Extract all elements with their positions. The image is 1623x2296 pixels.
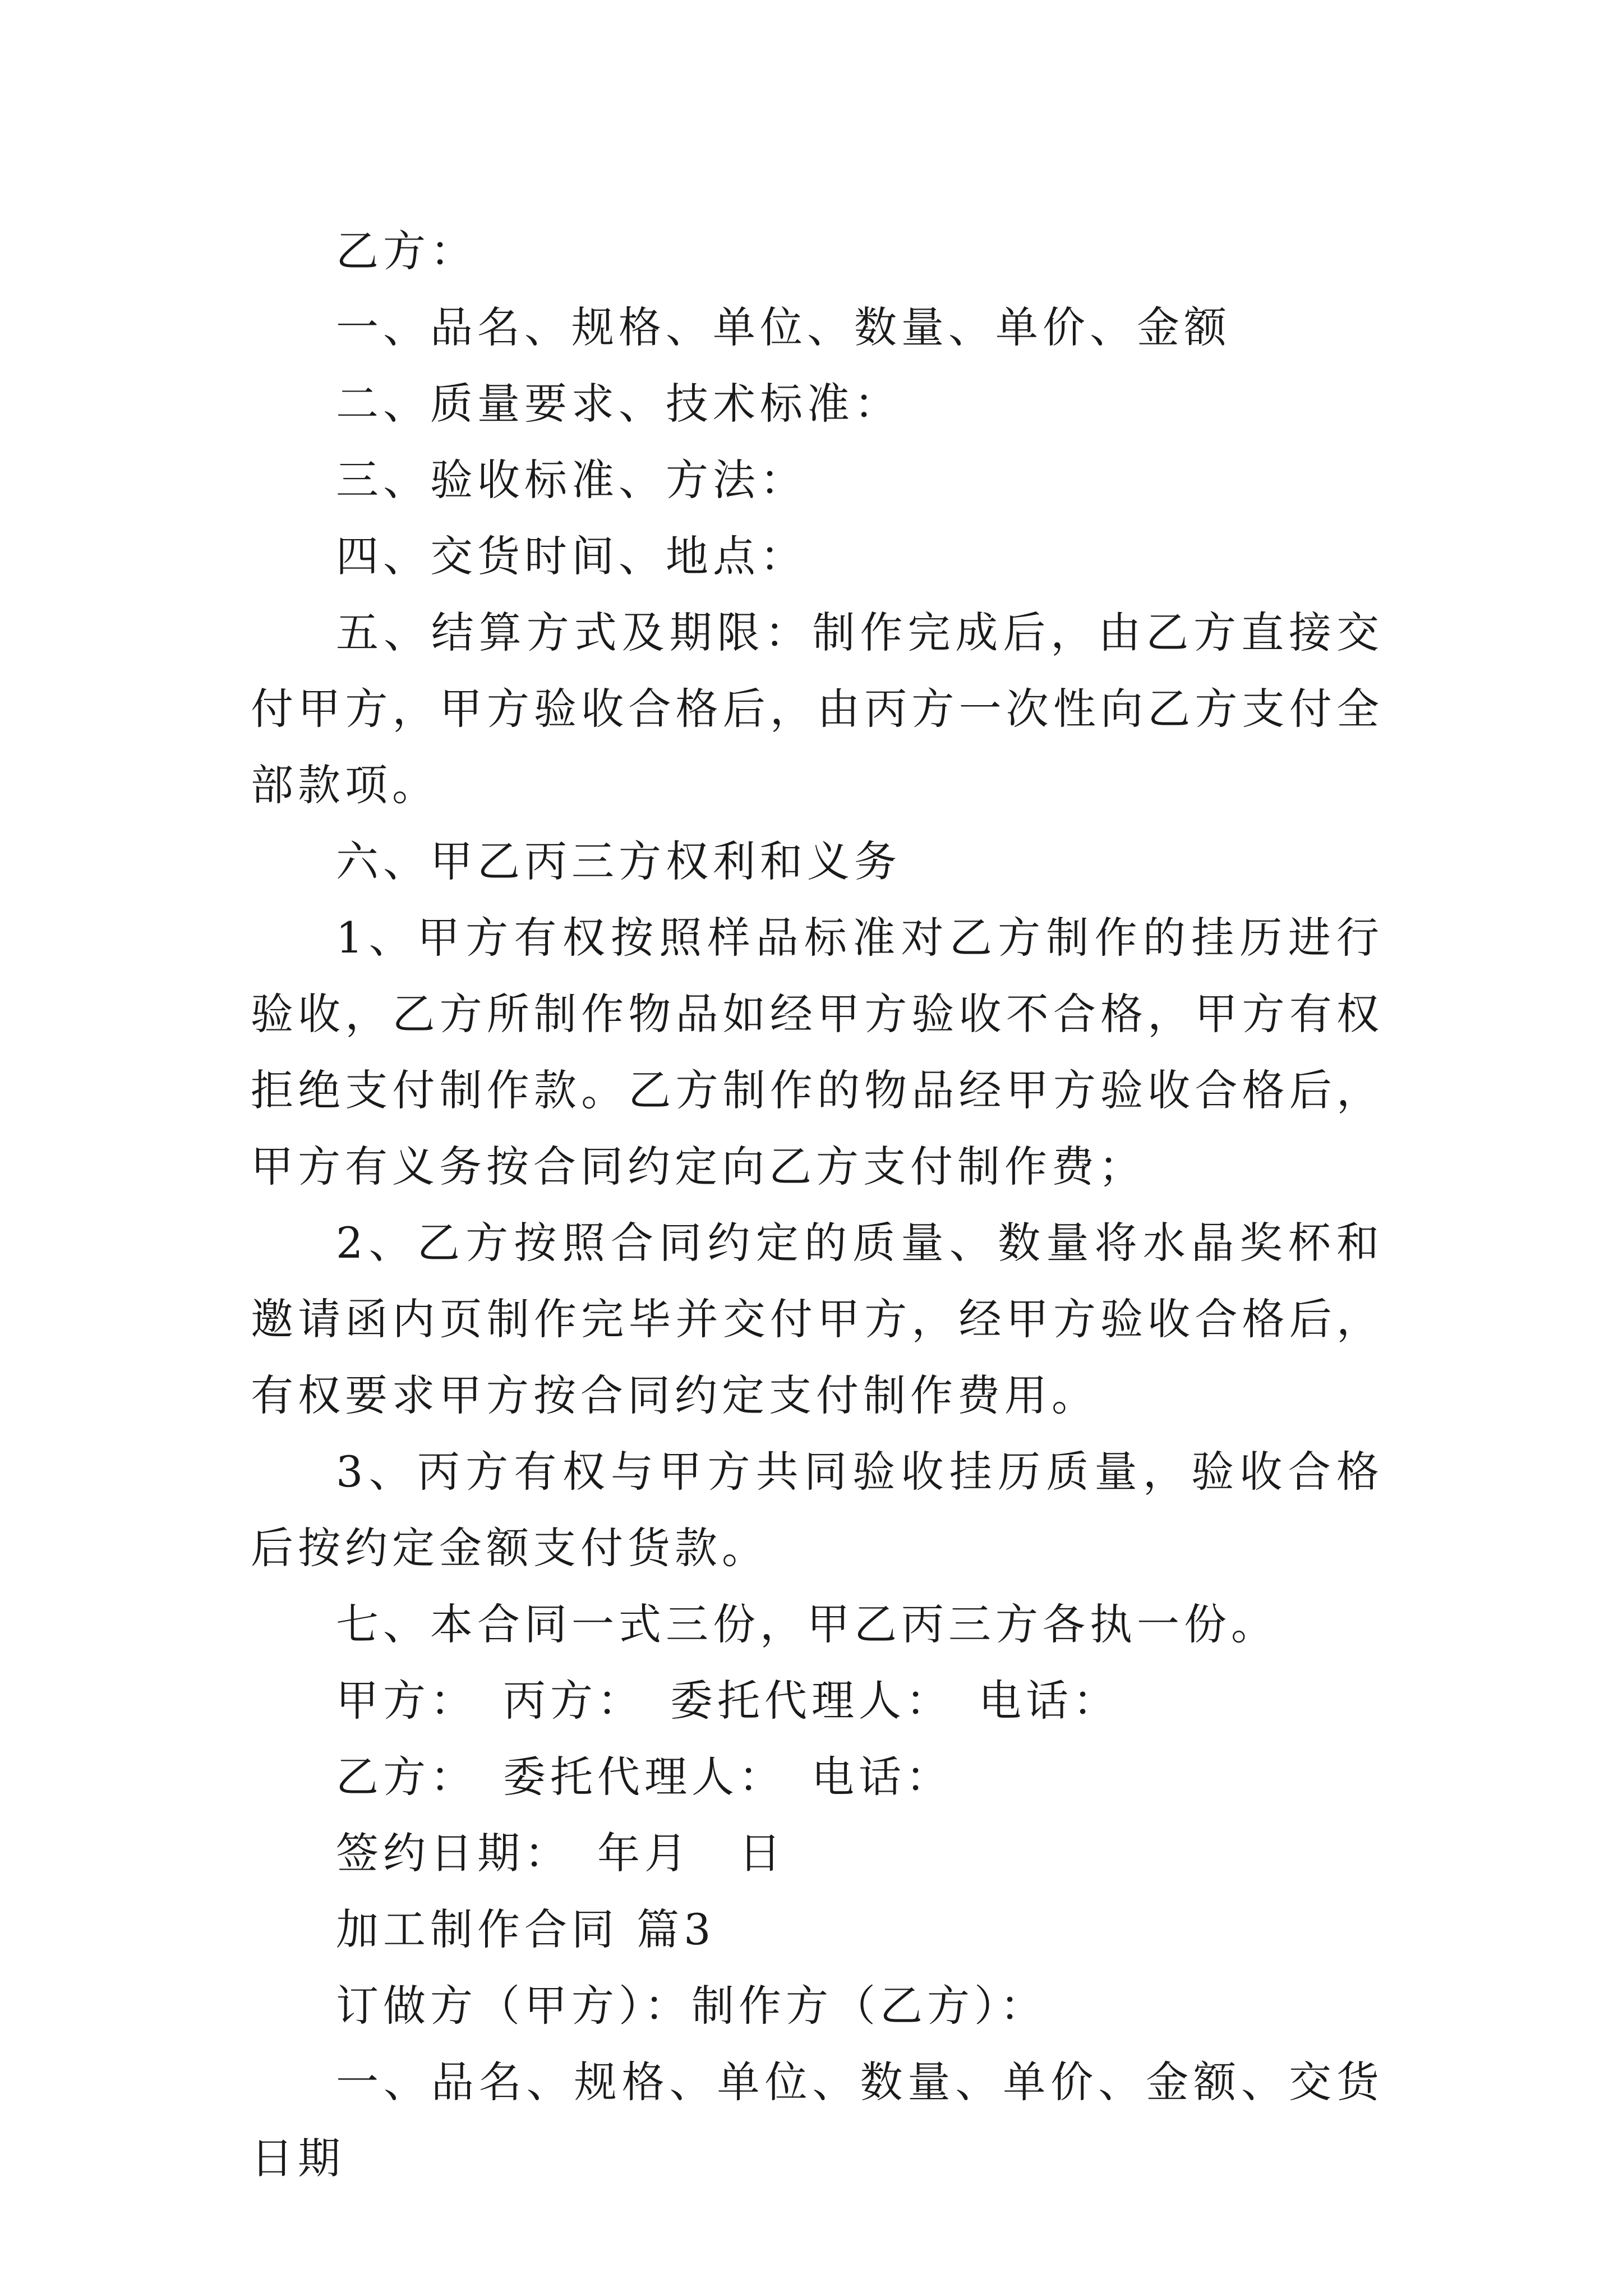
- paragraph-item-1-new: 一、品名、规格、单位、数量、单价、金额、交货日期: [251, 2057, 1384, 2183]
- paragraph-party-b: 乙方：: [336, 226, 477, 276]
- paragraph-item-6: 六、甲乙丙三方权利和义务: [336, 836, 901, 886]
- paragraph-item-2: 二、质量要求、技术标准：: [336, 379, 901, 429]
- paragraph-item-4: 四、交货时间、地点：: [336, 531, 807, 581]
- contract-body: [251, 213, 1384, 2197]
- paragraph-item-5: 五、结算方式及期限：制作完成后，由乙方直接交付甲方，甲方验收合格后，由丙方一次性向乙方支付全部款项。: [251, 608, 1384, 810]
- signature-line-party-a: 甲方： 丙方： 委托代理人： 电话：: [336, 1676, 1120, 1726]
- parties-line: 订做方（甲方）：制作方（乙方）：: [336, 1981, 1047, 2031]
- paragraph-clause-3: 3、丙方有权与甲方共同验收挂历质量，验收合格后按约定金额支付货款。: [251, 1447, 1384, 1573]
- paragraph-clause-2: 2、乙方按照合同约定的质量、数量将水晶奖杯和邀请函内页制作完毕并交付甲方，经甲方验收合格后，有权要求甲方按合同约定支付制作费用。: [251, 1218, 1384, 1420]
- paragraph-clause-1: 1、甲方有权按照样品标准对乙方制作的挂历进行验收，乙方所制作物品如经甲方验收不合格，甲方有权拒绝支付制作款。乙方制作的物品经甲方验收合格后，甲方有义务按合同约定向乙方支付制作费；: [251, 913, 1384, 1191]
- section-heading: 加工制作合同 篇3: [336, 1904, 716, 1954]
- signature-line-party-b: 乙方： 委托代理人： 电话：: [336, 1752, 953, 1802]
- paragraph-item-3: 三、验收标准、方法：: [336, 455, 807, 505]
- paragraph-item-7: 七、本合同一式三份，甲乙丙三方各执一份。: [336, 1599, 1278, 1649]
- paragraph-item-1: 一、品名、规格、单位、数量、单价、金额: [336, 302, 1231, 352]
- signing-date-line: 签约日期： 年月 日: [336, 1828, 786, 1878]
